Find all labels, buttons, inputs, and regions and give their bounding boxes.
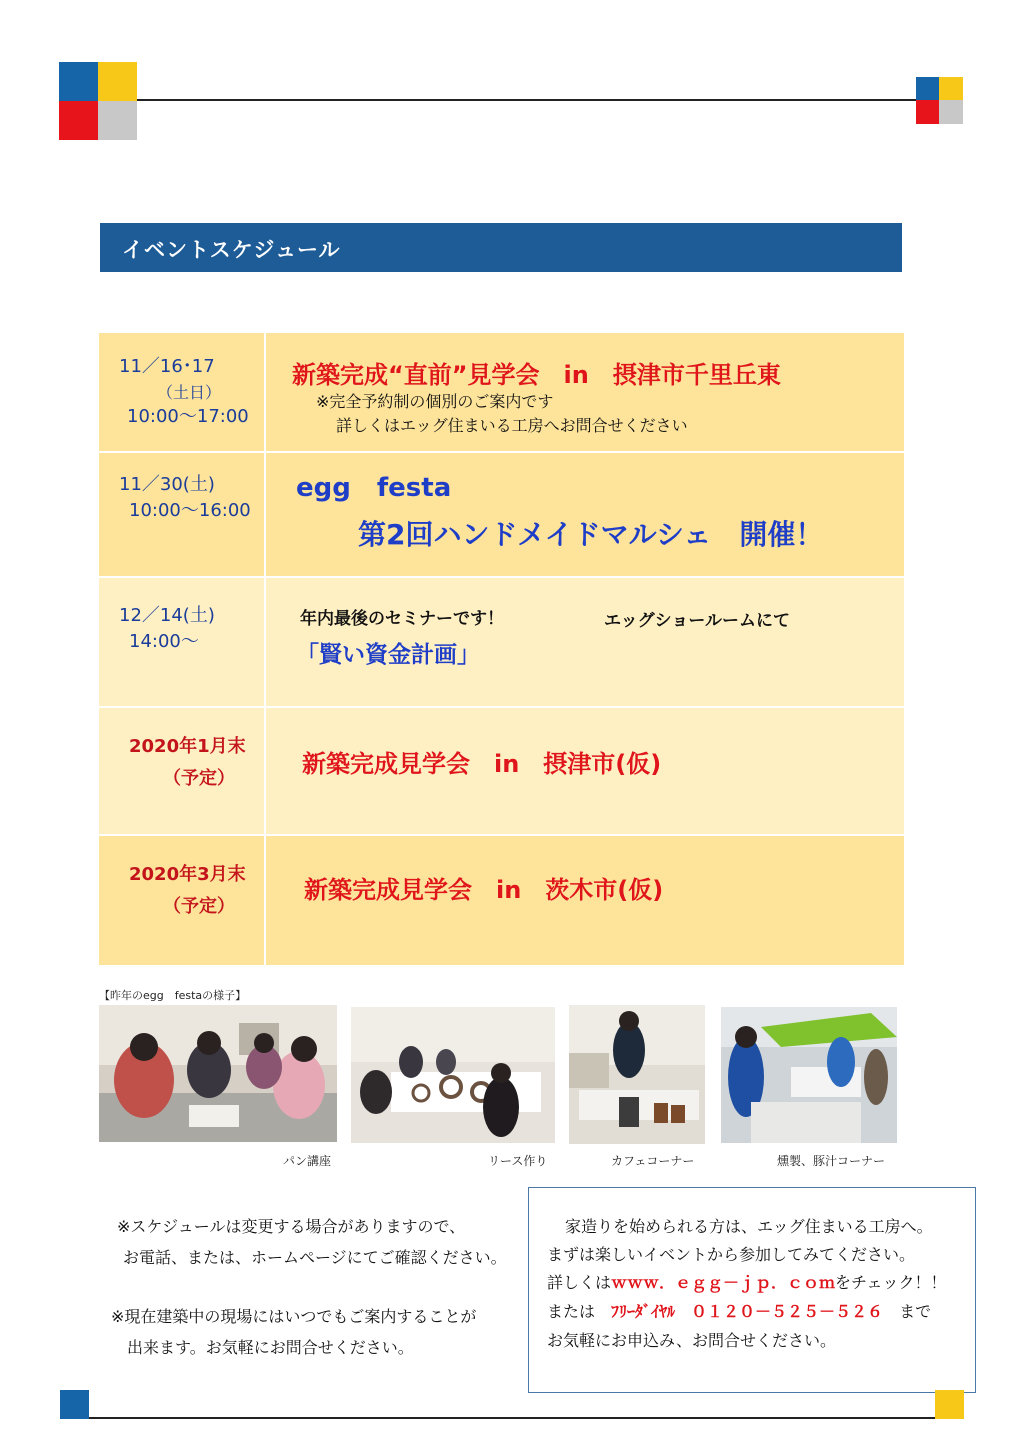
deco-square-blue-small xyxy=(916,77,939,100)
schedule-row-2 xyxy=(99,453,904,576)
deco-square-blue xyxy=(59,62,98,101)
page-title: イベントスケジュール xyxy=(122,238,341,262)
photos-label: 【昨年のegg festaの様子】 xyxy=(99,989,247,1002)
date-cell xyxy=(99,578,266,706)
photo-smoke-corner xyxy=(721,1007,897,1143)
schedule-row-1 xyxy=(99,333,904,451)
deco-square-red-small xyxy=(916,100,939,124)
event-date: 12／14(土) xyxy=(119,605,215,626)
info-line-url xyxy=(547,1270,947,1293)
event-time: 10:00～17:00 xyxy=(127,406,249,427)
event-time: 10:00～16:00 xyxy=(129,500,251,521)
schedule-row-4 xyxy=(99,708,904,834)
deco-square-blue-footer xyxy=(60,1390,89,1419)
event-subtitle: 第2回ハンドメイドマルシェ 開催！ xyxy=(358,518,824,551)
photo-wreath-making xyxy=(351,1007,555,1143)
deco-square-red xyxy=(59,101,98,140)
event-title: 「賢い資金計画」 xyxy=(296,642,480,668)
event-intro: 年内最後のセミナーです！ xyxy=(300,609,504,629)
event-cell xyxy=(266,836,904,965)
event-title: egg festa xyxy=(296,473,452,503)
event-place: エッグショールームにて xyxy=(604,611,790,631)
section-title-bar xyxy=(100,223,902,272)
deco-square-yellow xyxy=(98,62,137,101)
notice-line: お電話、または、ホームページにてご確認ください。 xyxy=(123,1248,507,1267)
phone-number[interactable]: ﾌﾘｰﾀﾞｲﾔﾙ ０１２０－５２５－５２６ xyxy=(611,1302,884,1321)
event-status: （予定） xyxy=(163,768,235,789)
footer-rule xyxy=(89,1417,935,1419)
photo-cafe-corner xyxy=(569,1005,705,1144)
event-note: ※完全予約制の個別のご案内です xyxy=(316,392,554,411)
event-cell xyxy=(266,708,904,834)
event-date: 2020年3月末 xyxy=(129,864,246,885)
info-text: をチェック！！ xyxy=(835,1273,947,1292)
date-cell xyxy=(99,836,266,965)
photo-caption: カフェコーナー xyxy=(611,1154,695,1168)
photo-caption: パン講座 xyxy=(283,1154,332,1168)
event-day: （土日） xyxy=(157,383,222,402)
header-rule xyxy=(137,99,917,101)
date-cell xyxy=(99,708,266,834)
info-text: または xyxy=(547,1302,596,1321)
event-title: 新築完成見学会 in 摂津市(仮) xyxy=(302,750,662,778)
website-link[interactable]: ｗｗｗ．ｅｇｇ－ｊｐ．ｃｏｍ xyxy=(611,1273,836,1292)
info-line-phone xyxy=(547,1299,931,1322)
info-line: お気軽にお申込み、お問合せください。 xyxy=(547,1331,836,1350)
event-title: 新築完成“直前”見学会 in 摂津市千里丘東 xyxy=(292,361,781,389)
contact-info-box xyxy=(528,1187,976,1393)
event-cell xyxy=(266,453,904,576)
schedule-row-5 xyxy=(99,836,904,965)
info-line: まずは楽しいイベントから参加してみてください。 xyxy=(547,1245,916,1264)
event-cell xyxy=(266,578,904,706)
event-date: 11／30(土) xyxy=(119,474,215,495)
event-note: 詳しくはエッグ住まいる工房へお問合せください xyxy=(336,416,688,435)
deco-square-yellow-footer xyxy=(935,1390,964,1419)
notice-line: 出来ます。お気軽にお問合せください。 xyxy=(127,1338,414,1357)
schedule-row-3 xyxy=(99,578,904,706)
deco-square-yellow-small xyxy=(939,77,963,100)
notice-line: ※スケジュールは変更する場合がありますので、 xyxy=(117,1217,466,1236)
event-date: 2020年1月末 xyxy=(129,736,246,757)
event-date: 11／16･17 xyxy=(119,356,215,377)
event-title: 新築完成見学会 in 茨木市(仮) xyxy=(304,876,664,904)
deco-square-gray-small xyxy=(939,100,963,124)
notice-line: ※現在建築中の現場にはいつでもご案内することが xyxy=(111,1307,477,1326)
deco-square-gray xyxy=(98,101,137,140)
photo-caption: 燻製、豚汁コーナー xyxy=(777,1154,886,1168)
date-cell xyxy=(99,333,266,451)
event-status: （予定） xyxy=(163,896,235,917)
info-text: 詳しくは xyxy=(547,1273,612,1292)
date-cell xyxy=(99,453,266,576)
photo-caption: リース作り xyxy=(488,1154,548,1168)
event-cell xyxy=(266,333,904,451)
schedule-table xyxy=(99,333,904,965)
event-time: 14:00～ xyxy=(129,631,199,652)
photo-bread-class xyxy=(99,1005,337,1142)
info-text: まで xyxy=(899,1302,932,1321)
info-line: 家造りを始められる方は、エッグ住まいる工房へ。 xyxy=(565,1217,933,1236)
